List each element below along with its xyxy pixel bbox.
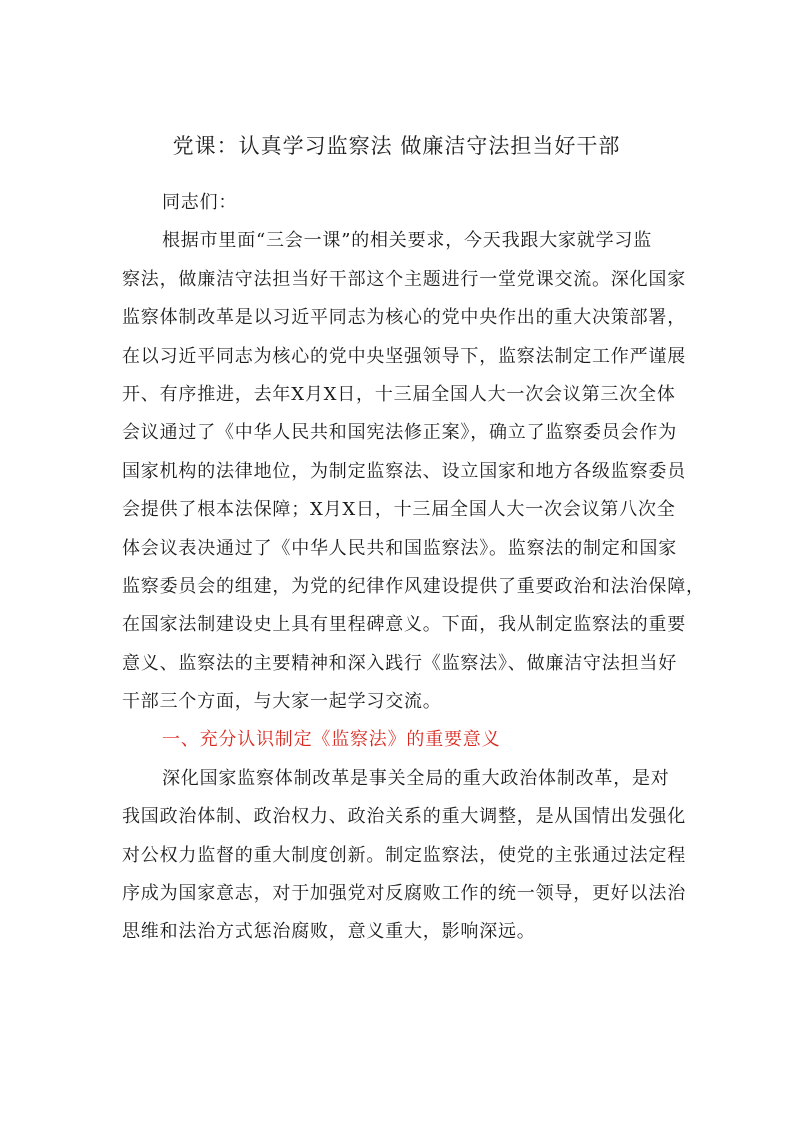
paragraph-line: 体会议表决通过了《中华人民共和国监察法》。监察法的制定和国家 xyxy=(122,537,677,559)
paragraph-line: 监察委员会的组建，为党的纪律作风建设提供了重要政治和法治保障， xyxy=(122,575,705,597)
paragraph-line: 根据市里面“三会一课”的相关要求，今天我跟大家就学习监 xyxy=(162,230,653,252)
paragraph-line: 察法，做廉洁守法担当好干部这个主题进行一堂党课交流。深化国家 xyxy=(122,268,686,290)
greeting: 同志们： xyxy=(162,192,238,213)
paragraph-line: 监察体制改革是以习近平同志为核心的党中央作出的重大决策部署， xyxy=(122,307,686,329)
section-heading: 一、充分认识制定《监察法》的重要意义 xyxy=(162,729,501,751)
paragraph-line: 会议通过了《中华人民共和国宪法修正案》，确立了监察委员会作为 xyxy=(122,422,677,444)
paragraph-line: 对公权力监督的重大制度创新。制定监察法，使党的主张通过法定程 xyxy=(122,844,686,866)
document-body xyxy=(122,184,705,952)
paragraph-line: 序成为国家意志，对于加强党对反腐败工作的统一领导，更好以法治 xyxy=(122,883,686,905)
paragraph-line: 思维和法治方式惩治腐败，意义重大，影响深远。 xyxy=(122,921,536,943)
paragraph-line: 会提供了根本法保障；X月X日，十三届全国人大一次会议第八次全 xyxy=(122,499,676,521)
paragraph-line: 深化国家监察体制改革是事关全局的重大政治体制改革，是对 xyxy=(162,767,670,789)
paragraph-line: 在国家法制建设史上具有里程碑意义。下面，我从制定监察法的重要 xyxy=(122,614,686,636)
paragraph-line: 在以习近平同志为核心的党中央坚强领导下，监察法制定工作严谨展 xyxy=(122,345,686,367)
paragraph-line: 意义、监察法的主要精神和深入践行《监察法》、做廉洁守法担当好 xyxy=(122,652,677,674)
paragraph-line: 开、有序推进，去年X月X日，十三届全国人大一次会议第三次全体 xyxy=(122,383,676,405)
paragraph-line: 国家机构的法律地位，为制定监察法、设立国家和地方各级监察委员 xyxy=(122,460,686,482)
document-title: 党课：认真学习监察法 做廉洁守法担当好干部 xyxy=(172,134,621,158)
paragraph-line: 干部三个方面，与大家一起学习交流。 xyxy=(122,691,442,713)
paragraph-line: 我国政治体制、政治权力、政治关系的重大调整，是从国情出发强化 xyxy=(122,806,686,828)
